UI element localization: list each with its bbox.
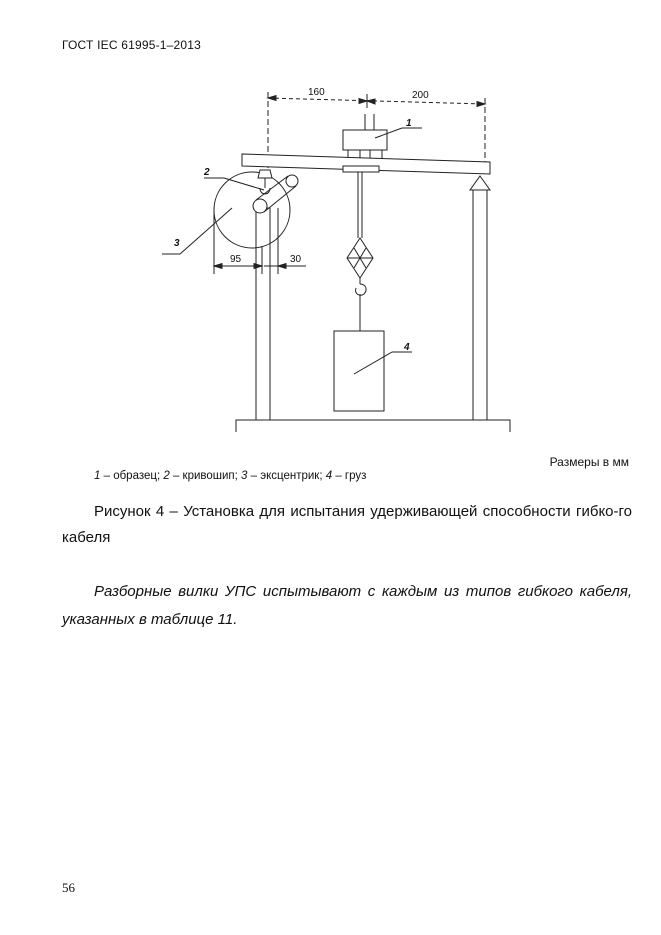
body-paragraph: Разборные вилки УПС испытывают с каждым из типов гибкого кабеля, указанных в таблице 11. — [62, 583, 632, 628]
legend-num-3: 3 — [241, 470, 248, 482]
figure-legend — [94, 470, 366, 482]
cable-and-hook — [347, 172, 373, 331]
dimension-160: 160 — [308, 87, 325, 98]
dimension-30: 30 — [290, 254, 302, 265]
right-column — [473, 190, 487, 420]
crank-arm — [253, 170, 298, 213]
legend-text-3: – эксцентрик; — [247, 470, 326, 482]
leader-2 — [224, 178, 264, 190]
document-header: ГОСТ IEC 61995-1–2013 — [62, 38, 202, 52]
callout-3: 3 — [174, 238, 180, 249]
legend-text-1: – образец; — [100, 470, 164, 482]
legend-num-1: 1 — [94, 470, 101, 482]
callout-1: 1 — [406, 118, 412, 129]
legend-text-4: – груз — [332, 470, 367, 482]
left-column — [256, 208, 270, 420]
legend-num-4: 4 — [325, 470, 333, 482]
units-note: Размеры в мм — [549, 455, 629, 469]
test-apparatus-figure — [160, 78, 520, 450]
sample-plug — [343, 114, 387, 160]
dimension-200: 200 — [412, 90, 429, 101]
leader-3 — [180, 208, 232, 254]
legend-num-2: 2 — [163, 470, 170, 482]
callout-4: 4 — [404, 342, 410, 353]
legend-text-2: – кривошип; — [169, 470, 242, 482]
dimension-95: 95 — [230, 254, 242, 265]
pivot-support — [470, 176, 490, 190]
callout-2: 2 — [204, 167, 210, 178]
base-plate — [236, 420, 510, 432]
page-number: 56 — [62, 880, 75, 895]
figure-caption: Рисунок 4 – Установка для испытания удерживающей способности гибко-го кабеля — [62, 503, 632, 546]
apparatus-drawing — [160, 78, 520, 450]
